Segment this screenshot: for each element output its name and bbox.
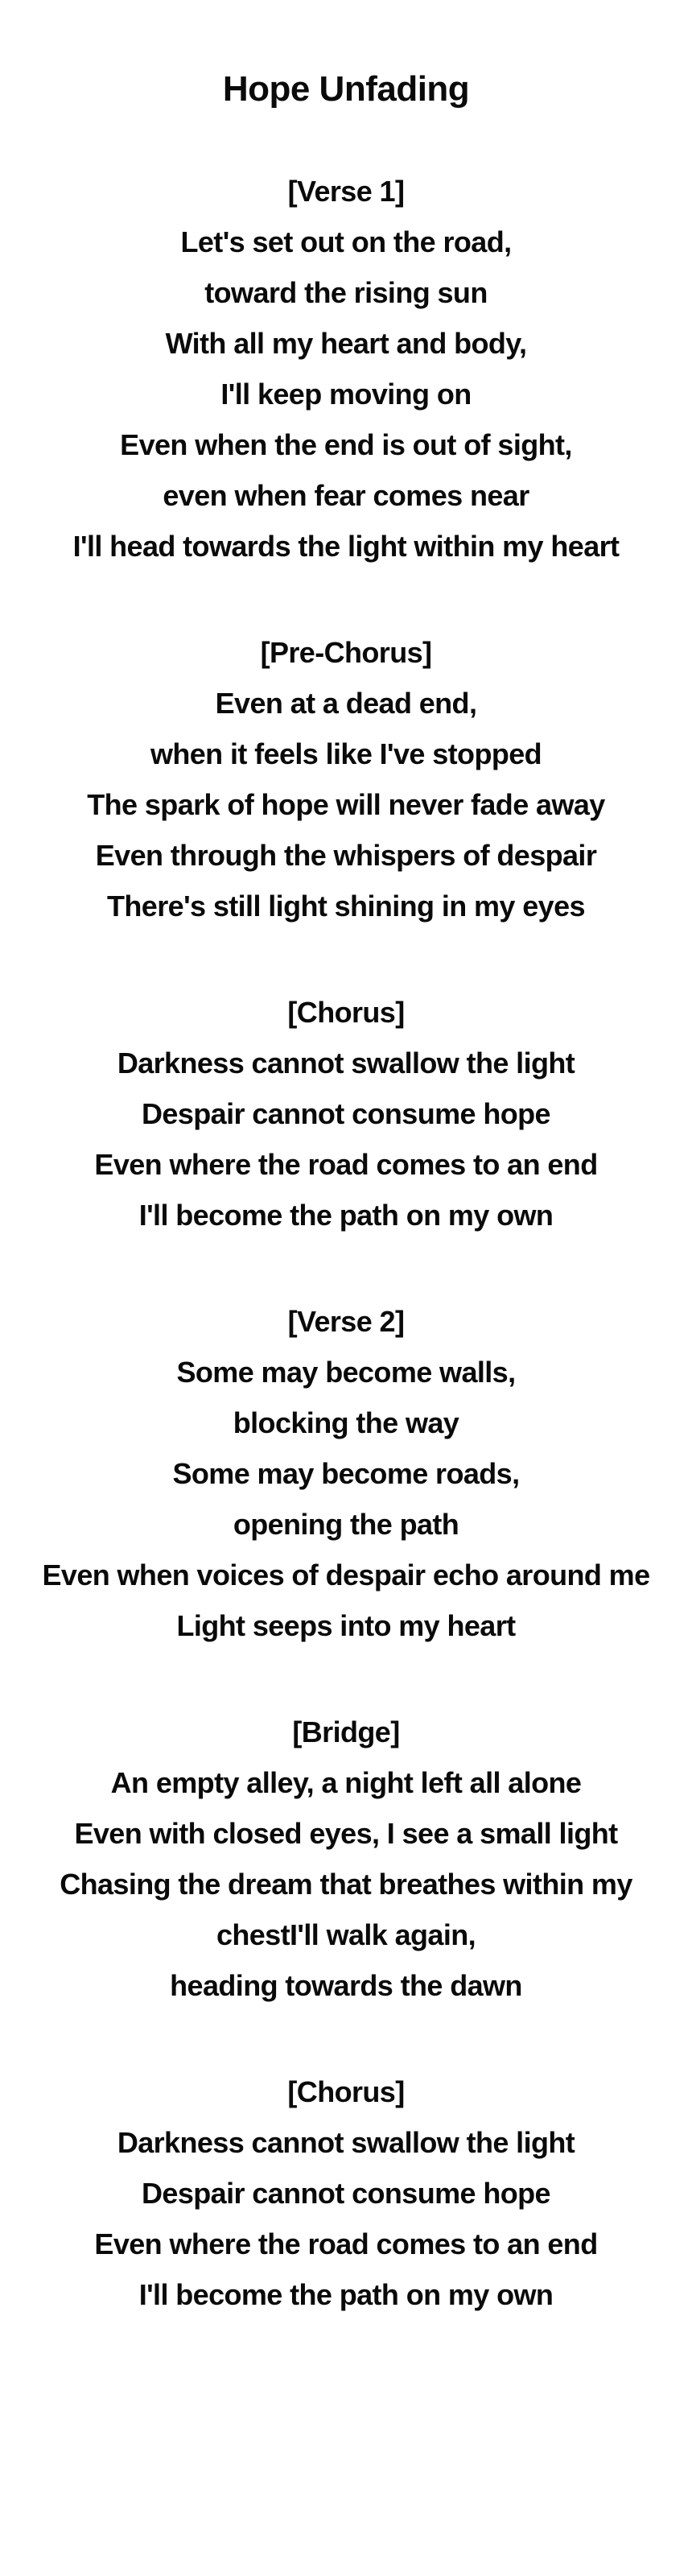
lyric-line: There's still light shining in my eyes (107, 890, 585, 923)
lyric-line: Let's set out on the road, (180, 225, 512, 258)
lyric-line: The spark of hope will never fade away (87, 788, 605, 821)
lyrics-section (0, 627, 692, 931)
lyric-line: when it feels like I've stopped (150, 737, 542, 770)
section-label: [Bridge] (292, 1715, 400, 1748)
lyric-line: I'll head towards the light within my heart (72, 530, 620, 563)
lyric-line: Light seeps into my heart (176, 1609, 516, 1642)
lyrics-section (0, 1296, 692, 1651)
lyric-line: Chasing the dream that breathes within my (60, 1868, 632, 1901)
lyric-line: Even at a dead end, (215, 687, 477, 720)
lyric-line: I'll become the path on my own (138, 1199, 554, 1232)
lyrics-section (0, 1707, 692, 2011)
lyric-line: toward the rising sun (204, 276, 488, 309)
lyric-line: Even when the end is out of sight, (120, 428, 572, 461)
section-label: [Chorus] (287, 996, 405, 1029)
lyric-line: Even where the road comes to an end (94, 2227, 598, 2260)
lyrics-section (0, 987, 692, 1241)
lyric-line: chestI'll walk again, (216, 1918, 476, 1951)
lyrics-section (0, 166, 692, 572)
lyric-line: I'll become the path on my own (138, 2278, 554, 2311)
lyric-line: Despair cannot consume hope (142, 2177, 550, 2210)
lyrics-section (0, 2066, 692, 2320)
lyric-line: opening the path (233, 1508, 459, 1541)
lyric-line: An empty alley, a night left all alone (110, 1766, 582, 1799)
lyric-line: Even with closed eyes, I see a small light (74, 1817, 618, 1850)
section-label: [Pre-Chorus] (260, 636, 432, 669)
lyric-line: heading towards the dawn (170, 1969, 522, 2002)
lyric-line: I'll keep moving on (220, 378, 472, 411)
section-label: [Verse 2] (287, 1305, 405, 1338)
lyric-line: Some may become roads, (172, 1457, 520, 1490)
lyrics-sections (0, 166, 692, 2320)
lyric-line: Darkness cannot swallow the light (117, 1046, 575, 1080)
lyric-line: Despair cannot consume hope (142, 1097, 550, 1130)
lyric-line: Darkness cannot swallow the light (117, 2126, 575, 2159)
lyric-line: Even when voices of despair echo around me (42, 1558, 650, 1591)
lyric-line: Even where the road comes to an end (94, 1148, 598, 1181)
lyric-line: Some may become walls, (176, 1356, 516, 1389)
song-title: Hope Unfading (222, 69, 470, 109)
lyric-line: With all my heart and body, (165, 327, 527, 360)
section-label: [Chorus] (287, 2075, 405, 2108)
lyric-line: even when fear comes near (163, 479, 529, 512)
section-label: [Verse 1] (287, 175, 405, 208)
lyric-line: Even through the whispers of despair (95, 839, 597, 872)
lyric-line: blocking the way (233, 1406, 459, 1439)
